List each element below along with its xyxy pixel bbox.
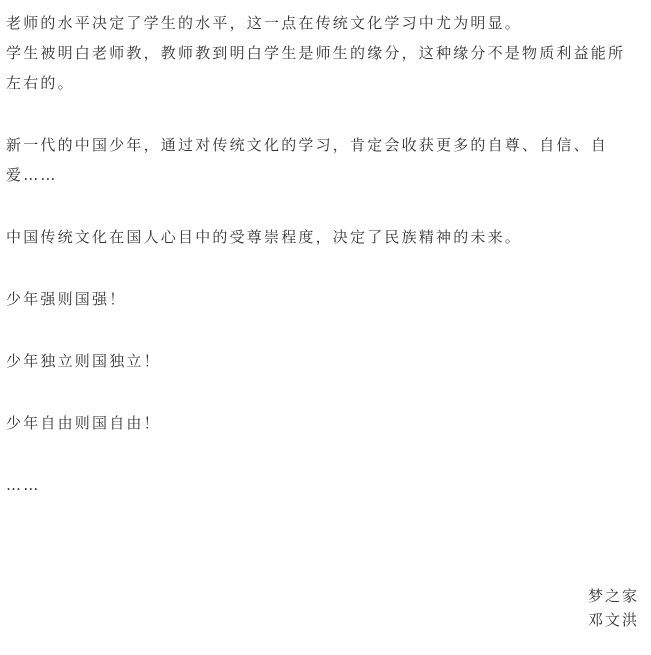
article-body (6, 8, 642, 500)
paragraph-7: 少年自由则国自由！ (6, 414, 161, 432)
paragraph-6: 少年独立则国独立！ (6, 352, 161, 370)
paragraph-5: 少年强则国强！ (6, 290, 127, 308)
paragraph-8: …… (6, 476, 41, 494)
paragraph-3: 新一代的中国少年，通过对传统文化的学习，肯定会收获更多的自尊、自信、自爱…… (6, 136, 609, 184)
paragraph-4: 中国传统文化在国人心目中的受尊崇程度，决定了民族精神的未来。 (6, 228, 523, 246)
paragraph-2: 学生被明白老师教，教师教到明白学生是师生的缘分，这种缘分不是物质利益能所左右的。 (6, 44, 626, 92)
signature-author: 邓文洪 (587, 611, 639, 629)
signature (588, 584, 639, 632)
signature-org: 梦之家 (587, 587, 639, 605)
paragraph-1: 老师的水平决定了学生的水平，这一点在传统文化学习中尤为明显。 (6, 14, 523, 32)
